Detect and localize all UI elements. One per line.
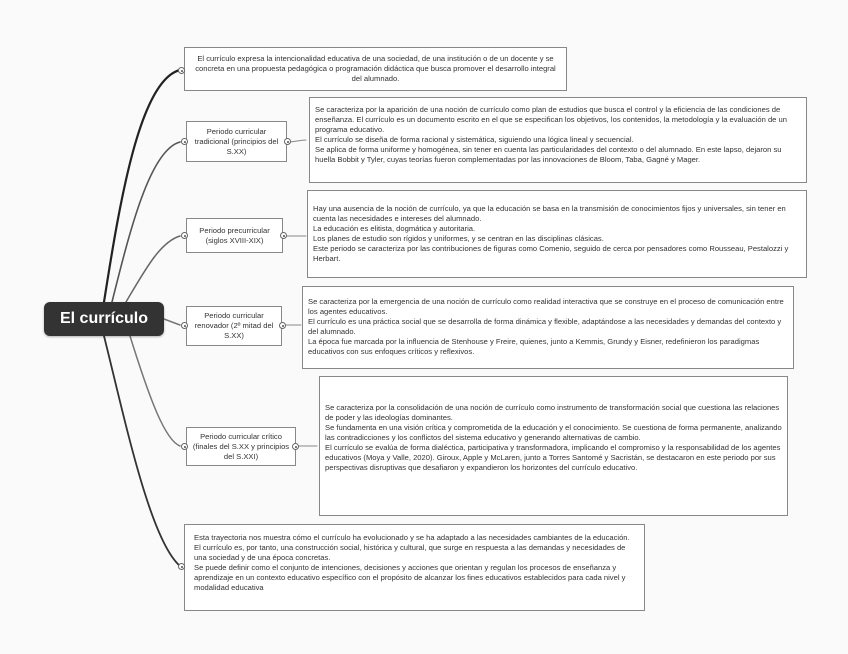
period-critico-connector-icon[interactable] [181,443,188,450]
top-note-text: El currículo expresa la intencionalidad educativa de una sociedad, de una institución o de un docente y se concreta en una propuesta pedagógica o programación didáctica que busca promover el desarrollo integral del alumnado. [195,54,556,83]
detail-node-critico[interactable] [319,376,788,516]
period-label: Periodo curricular crítico (finales del S.XX y principios del S.XXI) [192,431,290,461]
detail-paragraph: El currículo es una práctica social que se desarrolla de forma dinámica y flexible, adaptándose a las necesidades y demandas del contexto y del alumnado. [308,317,782,336]
period-node-renovador[interactable] [186,306,282,346]
detail-paragraph: Se caracteriza por la emergencia de una noción de currículo como realidad interactiva que se construye en el proceso de comunicación entre los agentes educativos. [308,297,784,316]
period-precurricular-expand-icon[interactable] [280,232,287,239]
link-root-critico [130,336,180,446]
bottom-note-paragraph: El currículo es, por tanto, una construcción social, histórica y cultural, que surge en respuesta a las demandas y necesidades de una sociedad y de una época concretas. [194,543,626,562]
link-root-tradicional [112,142,180,302]
detail-paragraph: El currículo se evalúa de forma dialéctica, participativa y transformadora, implicando el compromiso y la responsabilidad de los agentes educativos (Moya y Valle, 2020). Giroux, Apple y McLaren, junto a Torres Santomé y Sacristán, se destacaron en este periodo por sus perspectivas disruptivas que desafiaron y expandieron los horizontes del currículo educativo. [325,443,781,472]
detail-node-tradicional[interactable] [309,97,807,183]
period-label: Periodo curricular tradicional (principios del S.XX) [194,126,279,156]
detail-paragraph: Se aplica de forma uniforme y homogénea, sin tener en cuenta las particularidades del contexto o del alumnado. En este lapso, dejaron su huella Bobbit y Tyler, cuyas teorías fueron complementadas por las innovaciones de Bloom, Taba, Gagné y Mager. [315,145,782,164]
detail-paragraph: Este periodo se caracteriza por las contribuciones de figuras como Comenio, seguido de cerca por pensadores como Rousseau, Pestalozzi y Herbart. [313,244,789,263]
bottom-note-paragraph: Se puede definir como el conjunto de intenciones, decisiones y acciones que orientan y regulan los procesos de enseñanza y aprendizaje en un contexto educativo específico con el propósito de alcanzar los fines educativos establecidos para cada nivel y modalidad educativa [194,563,626,592]
period-tradicional-connector-icon[interactable] [181,138,188,145]
bottom-note-node[interactable] [184,524,645,611]
link-root-renovador [164,319,180,325]
detail-node-renovador[interactable] [302,286,794,369]
detail-paragraph: El currículo se diseña de forma racional y sistemática, siguiendo una lógica lineal y secuencial. [315,135,634,144]
period-renovador-connector-icon[interactable] [181,322,188,329]
period-renovador-expand-icon[interactable] [279,322,286,329]
detail-paragraph: Se fundamenta en una visión crítica y comprometida de la educación y el conocimiento. Se cuestiona de forma permanente, analizando las contradicciones y los conflictos del sistema educativo y generando alternativas de cambio. [325,423,782,442]
top-note-connector-icon[interactable] [178,67,185,74]
detail-node-precurricular[interactable] [307,190,807,278]
period-node-critico[interactable] [186,427,296,466]
top-note-node[interactable] [184,47,567,91]
detail-paragraph: Se caracteriza por la consolidación de una noción de currículo como instrumento de transformación social que cuestiona las relaciones de poder y las ideologías dominantes. [325,403,780,422]
bottom-note-paragraph: Esta trayectoria nos muestra cómo el currículo ha evolucionado y se ha adaptado a las necesidades cambiantes de la educación. [194,533,630,542]
link-root-precurricular [126,236,180,302]
period-precurricular-connector-icon[interactable] [181,232,188,239]
period-node-precurricular[interactable] [186,218,283,253]
link-root-top [104,70,180,302]
period-critico-expand-icon[interactable] [292,443,299,450]
detail-paragraph: La educación es elitista, dogmática y autoritaria. [313,224,476,233]
detail-paragraph: Hay una ausencia de la noción de currículo, ya que la educación se basa en la transmisión de conocimientos fijos y universales, sin tener en cuenta las necesidades e intereses del alumnado. [313,204,786,223]
bottom-note-connector-icon[interactable] [178,563,185,570]
root-label: El currículo [59,310,149,327]
root-node[interactable] [44,302,164,336]
period-tradicional-expand-icon[interactable] [284,138,291,145]
period-label: Periodo curricular renovador (2º mitad del S.XX) [194,311,274,340]
link-root-bottom [104,336,180,566]
detail-paragraph: Se caracteriza por la aparición de una noción de currículo como plan de estudios que busca el control y la eficiencia de las condiciones de enseñanza. El currículo es un documento escrito en el que se especifican los objetivos, los contenidos, la metodología y la evaluación de un programa educativo. [315,105,787,134]
period-node-tradicional[interactable] [186,121,287,162]
detail-paragraph: Los planes de estudio son rígidos y uniformes, y se centran en las disciplinas clásicas. [313,234,604,243]
period-label: Periodo precurricular (siglos XVIII-XIX) [199,225,270,245]
detail-paragraph: La época fue marcada por la influencia de Stenhouse y Freire, quienes, junto a Kemmis, Grundy y Eisner, redefinieron los paradigmas educativos con sus enfoques críticos y reflexivos. [308,337,760,356]
